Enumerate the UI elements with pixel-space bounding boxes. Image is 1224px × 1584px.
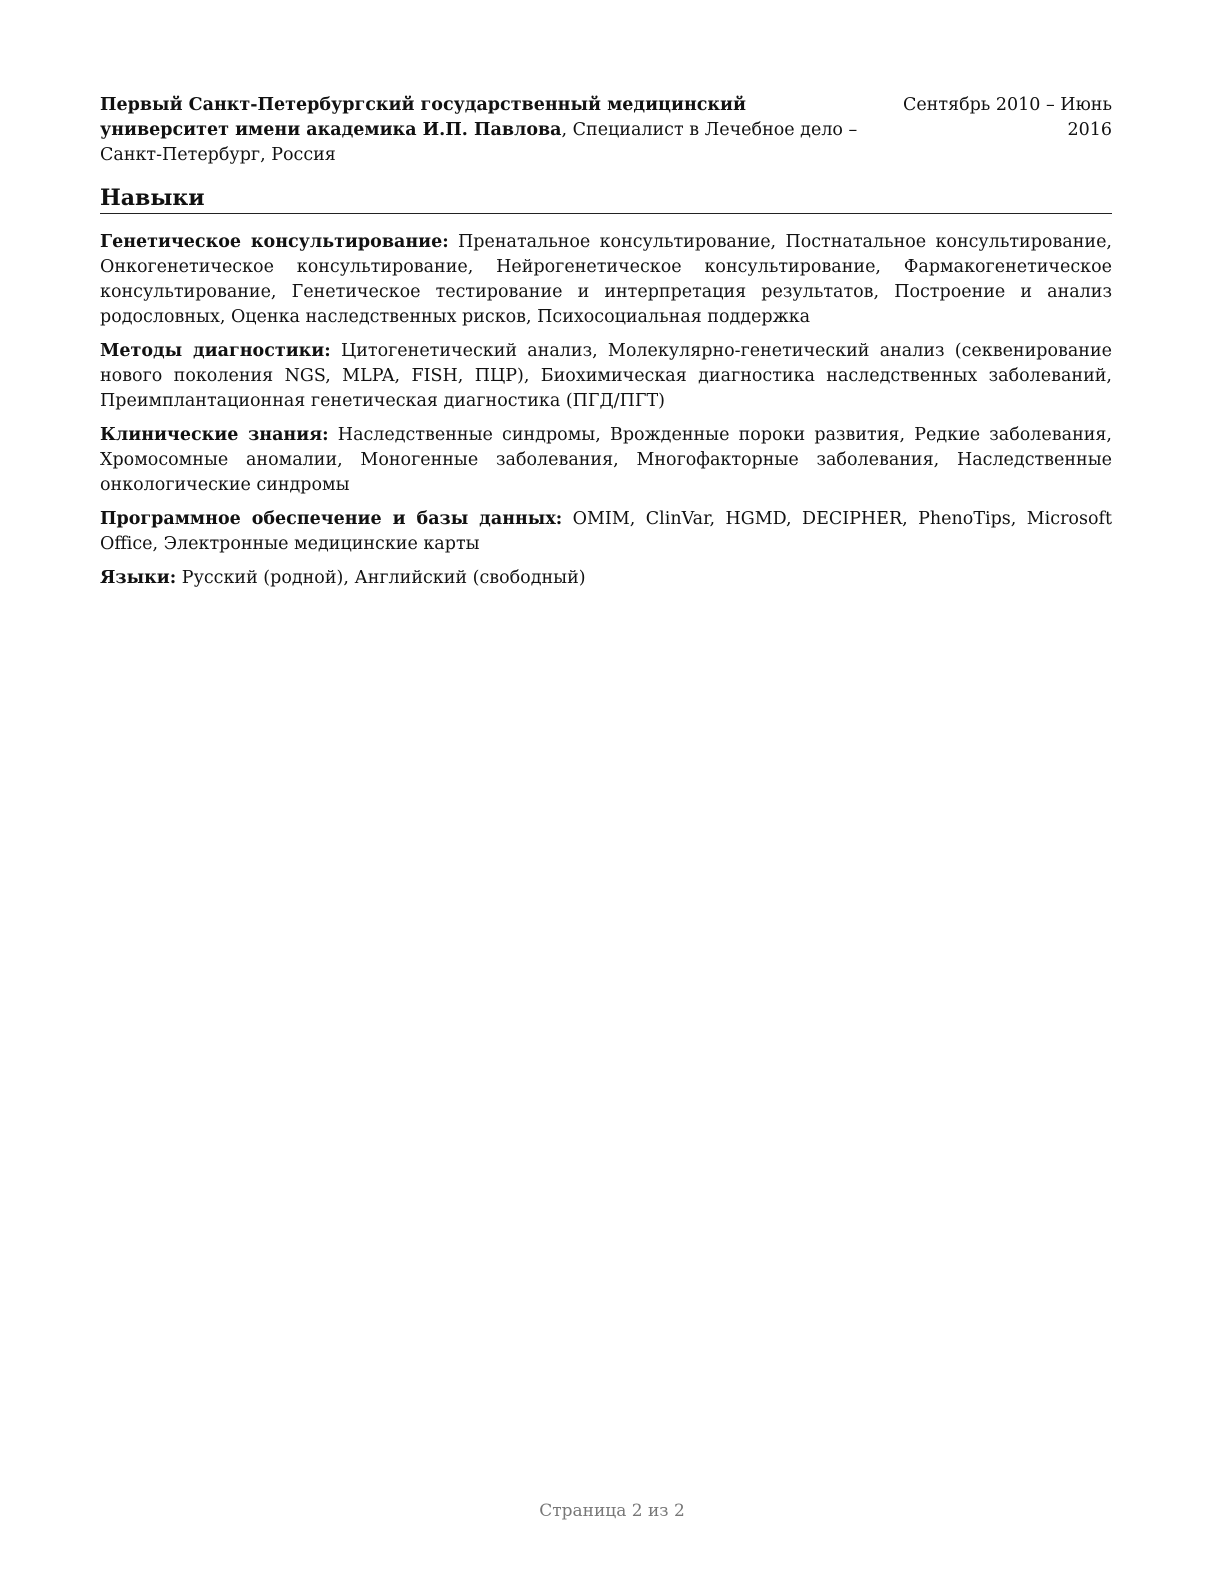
skill-text: Пренатальное консультирование, Постнатальное консультирование, Онкогенетическое консультирование, Нейрогенетическое консультирование, Фармакогенетическое консультирование, Генетическое тестирование и интерпретация результатов, Построение и анализ родословных, Оценка наследственных рисков, Психосоциальная поддержка [100, 232, 1112, 327]
skill-item-diagnostic-methods [100, 339, 1112, 414]
education-entry [100, 93, 1112, 168]
skill-text: Наследственные синдромы, Врожденные пороки развития, Редкие заболевания, Хромосомные аномалии, Моногенные заболевания, Многофакторные заболевания, Наследственные онкологические синдромы [100, 425, 1112, 495]
skill-item-genetic-counseling [100, 230, 1112, 330]
skills-list [100, 230, 1112, 591]
skill-label: Генетическое консультирование: [100, 232, 449, 252]
skill-label: Программное обеспечение и базы данных: [100, 509, 563, 529]
skill-text: Цитогенетический анализ, Молекулярно-генетический анализ (секвенирование нового поколения NGS, MLPA, FISH, ПЦР), Биохимическая диагностика наследственных заболеваний, Преимплантационная генетическая диагностика (ПГД/ПГТ) [100, 341, 1112, 411]
skill-item-clinical-knowledge [100, 423, 1112, 498]
skill-label: Клинические знания: [100, 425, 329, 445]
skill-label: Методы диагностики: [100, 341, 331, 361]
page-number-footer: Страница 2 из 2 [539, 1501, 685, 1521]
education-dates: Сентябрь 2010 – Июнь 2016 [902, 95, 1112, 140]
education-description [100, 93, 876, 168]
skill-text: OMIM, ClinVar, HGMD, DECIPHER, PhenoTips, Microsoft Office, Электронные медицинские карты [100, 509, 1112, 554]
skill-item-languages [100, 566, 1112, 591]
skills-section-title: Навыки [100, 184, 1112, 214]
education-institution: Первый Санкт-Петербургский государственный медицинский университет имени академика И.П. Павлова [100, 95, 747, 140]
skill-item-software-databases [100, 507, 1112, 557]
skill-text: Русский (родной), Английский (свободный) [176, 568, 586, 588]
resume-page [100, 93, 1112, 600]
education-details: , Специалист в Лечебное дело – Санкт-Петербург, Россия [100, 120, 858, 165]
skill-label: Языки: [100, 568, 177, 588]
